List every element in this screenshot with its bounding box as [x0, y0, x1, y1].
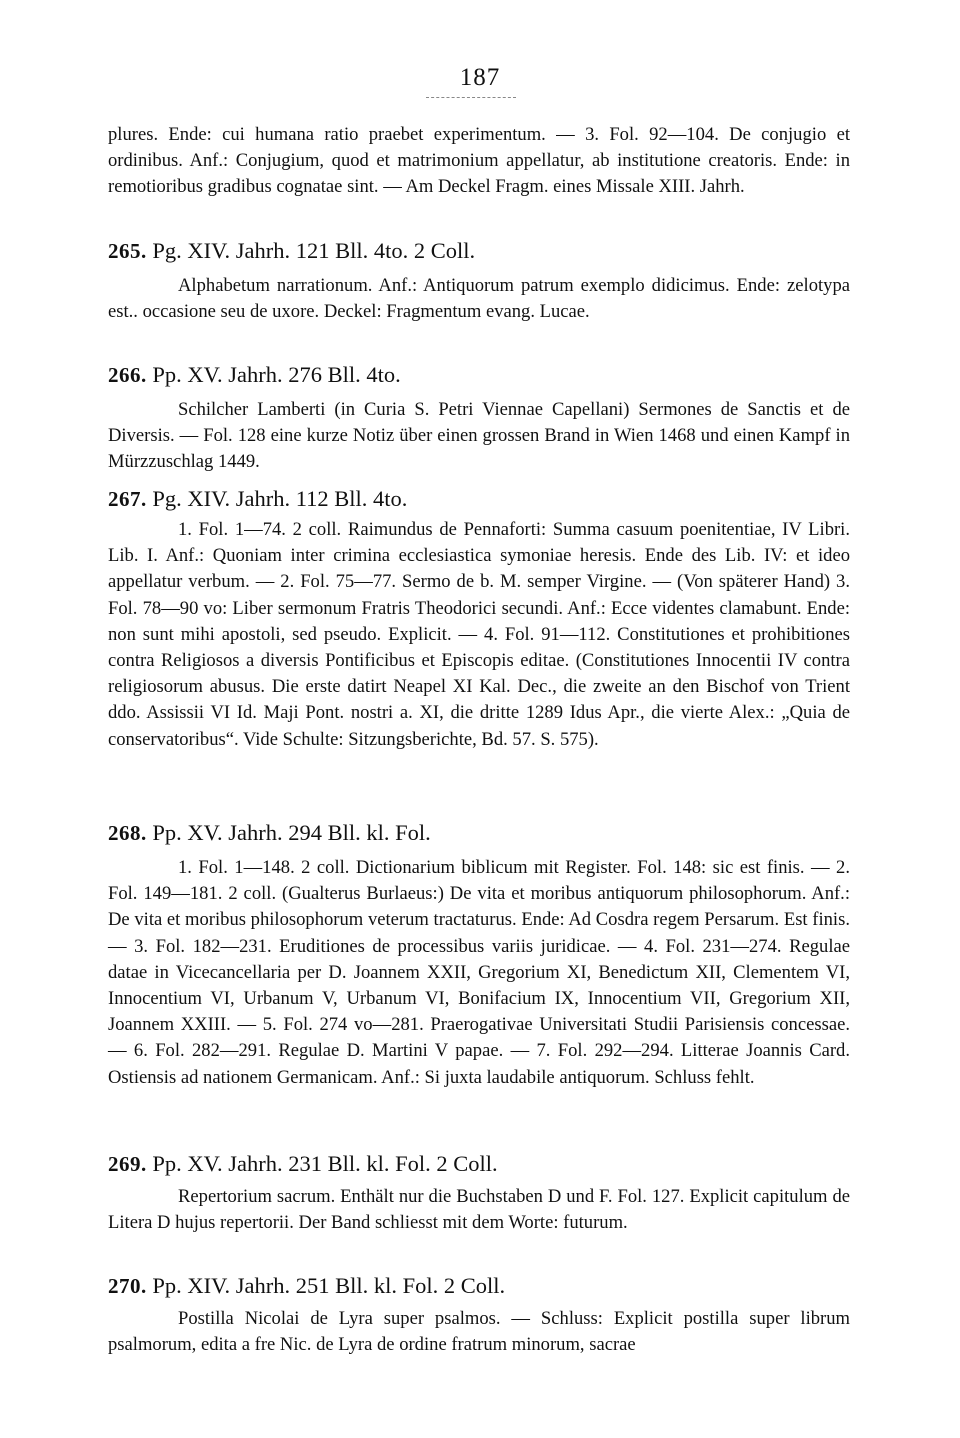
- entry-number: 270.: [108, 1274, 147, 1298]
- entry-description: Postilla Nicolai de Lyra super psalmos. — Schluss: Explicit postilla super librum psalmorum, edita a fre Nic. de Lyra de ordine fratrum minorum, sacrae: [108, 1308, 850, 1356]
- entry-268-text: [108, 855, 850, 1091]
- entry-number: 269.: [108, 1152, 147, 1176]
- entry-description: Repertorium sacrum. Enthält nur die Buchstaben D und F. Fol. 127. Explicit capitulum de Litera D hujus repertorii. Der Band schliesst mit dem Worte: futurum.: [108, 1186, 850, 1234]
- entry-number: 268.: [108, 821, 147, 845]
- entry-number: 267.: [108, 487, 147, 511]
- entry-269-heading: [108, 1149, 498, 1179]
- entry-266-heading: [108, 360, 401, 390]
- entry-description: 1. Fol. 1—148. 2 coll. Dictionarium biblicum mit Register. Fol. 148: sic est finis. — 2. Fol. 149—181. 2 coll. (Gualterus Burlaeus:) De vita et moribus antiquorum philosophorum. Anf.: De vita et moribus philosophorum veterum tractaturus. Ende: Ad Cosdra regem Persarum. Est finis. — 3. Fol. 182—231. Eruditiones de processibus variis juridicae. — 4. Fol. 231—274. Regulae datae in Vicecancellaria per D. Joannem XXII, Gregorium XI, Benedictum XII, Clementem VI, Innocentium VI, Urbanum V, Urbanum VI, Bonifacium IX, Innocentium VII, Gregorium XII, Joannem XXIII. — 5. Fol. 274 vo—281. Praerogativae Universitati Studii Parisiensis concessae. — 6. Fol. 282—291. Regulae D. Martini V papae. — 7. Fol. 292—294. Litterae Joannis Card. Ostiensis ad nationem Germanicam. Anf.: Si juxta laudabile antiquorum. Schluss fehlt.: [108, 857, 850, 1088]
- entry-description: Schilcher Lamberti (in Curia S. Petri Viennae Capellani) Sermones de Sanctis et de Diversis. — Fol. 128 eine kurze Notiz über einen grossen Brand in Wien 1468 und einen Kampf in Mürzzuschlag 1449.: [108, 399, 850, 473]
- entry-270-text: [108, 1306, 850, 1358]
- entry-heading-text: Pp. XIV. Jahrh. 251 Bll. kl. Fol. 2 Coll.: [152, 1273, 506, 1298]
- intro-paragraph: plures. Ende: cui humana ratio praebet experimentum. — 3. Fol. 92—104. De conjugio et ordinibus. Anf.: Conjugium, quod et matrimonium appellatur, ab institutione creatoris. Ende: in remotioribus gradibus cognatae sint. — Am Deckel Fragm. eines Missale XIII. Jahrh.: [108, 124, 850, 198]
- entry-number: 265.: [108, 239, 147, 263]
- entry-268-heading: [108, 818, 431, 848]
- entry-heading-text: Pp. XV. Jahrh. 231 Bll. kl. Fol. 2 Coll.: [152, 1151, 498, 1176]
- entry-number: 266.: [108, 363, 147, 387]
- entry-description: 1. Fol. 1—74. 2 coll. Raimundus de Pennaforti: Summa casuum poenitentiae, IV Libri. Lib. I. Anf.: Quoniam inter crimina ecclesiastica symoniae heresis. Ende des Lib. IV: et ideo appellatur verbum. — 2. Fol. 75—77. Sermo de b. M. semper Virgine. — (Von späterer Hand) 3. Fol. 78—90 vo: Liber sermonum Fratris Theodorici secundi. Anf.: Ecce videntes clamabunt. Ende: non sunt mihi apostoli, sed pseudo. Explicit. — 4. Fol. 91—112. Constitutiones et prohibitiones contra Religiosos a diversis Pontificibus et Episcopis editae. (Constitutiones Innocentii IV contra religiosorum abusus. Die erste datirt Neapel XI Kal. Dec., die zweite an den Bischof von Trient ddo. Assissii VI Id. Maji Pont. nostri a. XI, die dritte 1289 Idus Apr., die vierte Alex.: „Quia de conservatoribus“. Vide Schulte: Sitzungsberichte, Bd. 57. S. 575).: [108, 519, 850, 750]
- entry-267-heading: [108, 484, 407, 514]
- entry-267-text: [108, 517, 850, 753]
- entry-heading-text: Pp. XV. Jahrh. 294 Bll. kl. Fol.: [152, 820, 431, 845]
- entry-heading-text: Pg. XIV. Jahrh. 121 Bll. 4to. 2 Coll.: [152, 238, 476, 263]
- entry-269-text: [108, 1184, 850, 1236]
- page-number-rule: [426, 97, 516, 98]
- entry-description: Alphabetum narrationum. Anf.: Antiquorum patrum exemplo didicimus. Ende: zelotypa est.. occasione seu de uxore. Deckel: Fragmentum evang. Lucae.: [108, 275, 850, 323]
- entry-266-text: [108, 397, 850, 476]
- entry-265-heading: [108, 236, 475, 266]
- entry-heading-text: Pg. XIV. Jahrh. 112 Bll. 4to.: [152, 486, 408, 511]
- entry-270-heading: [108, 1271, 505, 1301]
- entry-265-text: [108, 273, 850, 325]
- page-number: 187: [459, 64, 501, 91]
- entry-heading-text: Pp. XV. Jahrh. 276 Bll. 4to.: [152, 362, 401, 387]
